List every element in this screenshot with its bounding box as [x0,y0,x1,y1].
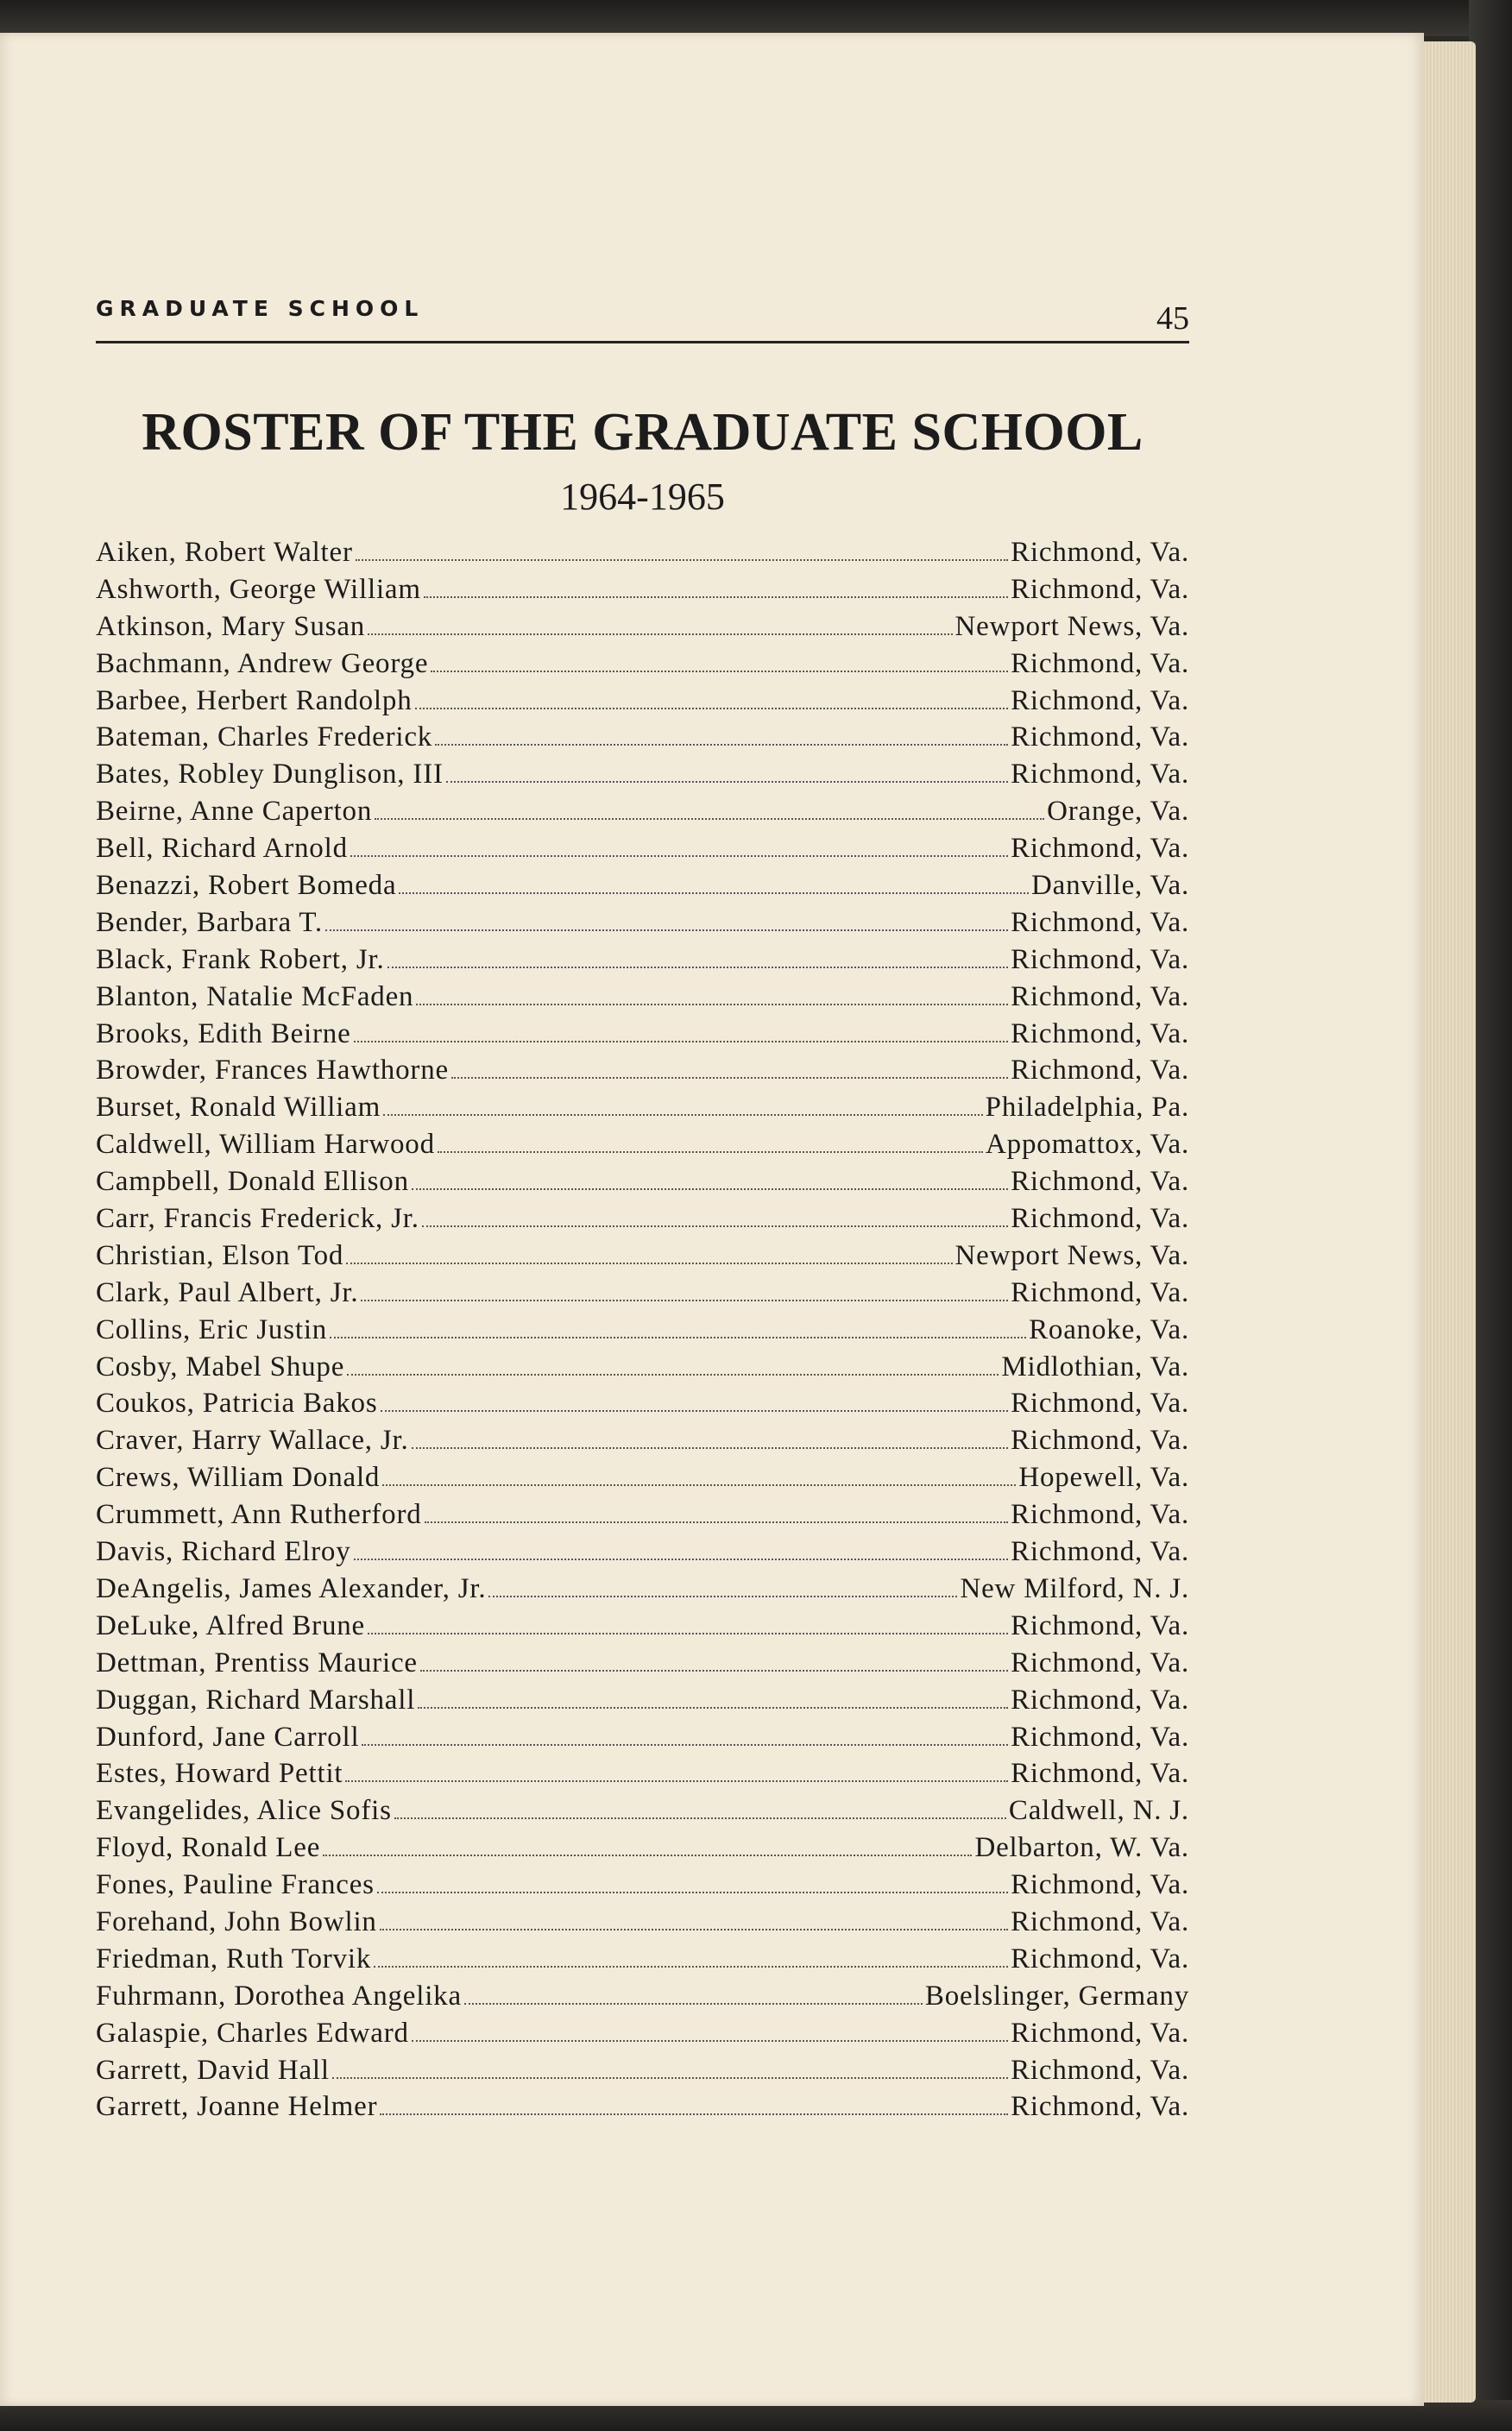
dot-leader [332,2077,1008,2079]
roster-hometown: Richmond, Va. [1011,573,1189,605]
dot-leader [420,1670,1008,1672]
roster-name: Evangelides, Alice Sofis [96,1795,392,1827]
roster-name: Christian, Elson Tod [96,1239,344,1271]
roster-name: Estes, Howard Pettit [96,1758,343,1790]
roster-entry [96,685,1189,722]
roster-hometown: Richmond, Va. [1011,1609,1189,1641]
roster-hometown: Richmond, Va. [1011,943,1189,975]
roster-name: Ashworth, George William [96,573,421,605]
dot-leader [362,1744,1008,1746]
roster-entry [96,1832,1189,1869]
roster-entry [96,2018,1189,2055]
roster-hometown: Richmond, Va. [1011,1425,1189,1457]
roster-entry [96,1906,1189,1943]
roster-hometown: Richmond, Va. [1011,2091,1189,2123]
roster-hometown: Hopewell, Va. [1018,1462,1189,1494]
dot-leader [346,1263,952,1264]
roster-name: Floyd, Ronald Lee [96,1832,321,1864]
roster-hometown: Richmond, Va. [1011,1869,1189,1901]
roster-hometown: Newport News, Va. [954,1239,1189,1271]
roster-name: Black, Frank Robert, Jr. [96,943,385,975]
dot-leader [345,1780,1008,1782]
roster-entry [96,1685,1189,1722]
roster-entry [96,1166,1189,1203]
dot-leader [422,1225,1008,1227]
roster-entry [96,1018,1189,1055]
dot-leader [374,1966,1008,1968]
roster-name: DeAngelis, James Alexander, Jr. [96,1572,487,1604]
roster-hometown: Newport News, Va. [954,610,1189,642]
roster-hometown: Richmond, Va. [1011,684,1189,716]
roster-entry [96,537,1189,574]
roster-name: Carr, Francis Frederick, Jr. [96,1203,419,1235]
roster-entry [96,1981,1189,2018]
roster-entry [96,721,1189,759]
roster-hometown: Richmond, Va. [1011,1721,1189,1753]
roster-name: Crews, William Donald [96,1462,381,1494]
roster-entry [96,648,1189,685]
roster-name: Duggan, Richard Marshall [96,1684,416,1716]
roster-entry [96,870,1189,907]
roster-hometown: Boelslinger, Germany [924,1980,1189,2012]
dot-leader [354,1559,1009,1560]
dot-leader [387,967,1009,968]
roster-hometown: Richmond, Va. [1011,2017,1189,2049]
roster-entry [96,2055,1189,2092]
roster-hometown: Richmond, Va. [1011,647,1189,679]
roster-hometown: Richmond, Va. [1011,721,1189,753]
roster-name: Burset, Ronald William [96,1092,381,1124]
backdrop-top [0,0,1512,36]
roster-year: 1964-1965 [560,475,725,518]
roster-hometown: Richmond, Va. [1011,1647,1189,1678]
roster-hometown: Delbarton, W. Va. [974,1832,1189,1864]
roster-name: Clark, Paul Albert, Jr. [96,1276,359,1308]
dot-leader [446,781,1008,783]
dot-leader [415,708,1009,709]
roster-name: Garrett, Joanne Helmer [96,2091,378,2123]
roster-name: Friedman, Ruth Torvik [96,1943,372,1974]
roster-entry [96,1536,1189,1573]
roster-hometown: Richmond, Va. [1011,1203,1189,1235]
roster-hometown: Richmond, Va. [1011,906,1189,938]
dot-leader [451,1077,1008,1079]
roster-name: Garrett, David Hall [96,2054,330,2086]
roster-name: Benazzi, Robert Bomeda [96,870,397,902]
roster-hometown: Philadelphia, Pa. [985,1092,1189,1124]
dot-leader [380,1929,1008,1930]
roster-name: Brooks, Edith Beirne [96,1017,351,1049]
roster-name: Browder, Frances Hawthorne [96,1055,449,1086]
book-page [0,33,1424,2406]
roster-entry [96,574,1189,611]
roster-entry [96,1277,1189,1314]
roster-name: Campbell, Donald Ellison [96,1166,409,1198]
roster-name: Dunford, Jane Carroll [96,1721,360,1753]
roster-name: Bell, Richard Arnold [96,833,348,865]
dot-leader [399,892,1029,894]
dot-leader [323,1855,972,1856]
roster-name: Davis, Richard Elroy [96,1536,351,1568]
roster-entry [96,1092,1189,1129]
roster-hometown: Appomattox, Va. [986,1129,1189,1161]
roster-entry [96,759,1189,796]
dot-leader [438,1151,983,1153]
roster-list [96,537,1189,2128]
roster-hometown: Roanoke, Va. [1029,1313,1189,1345]
roster-name: Collins, Eric Justin [96,1313,328,1345]
roster-name: Cosby, Mabel Shupe [96,1351,345,1382]
dot-leader [380,2113,1008,2115]
roster-name: DeLuke, Alfred Brune [96,1609,365,1641]
roster-hometown: Richmond, Va. [1011,980,1189,1012]
roster-hometown: Richmond, Va. [1011,1758,1189,1790]
dot-leader [330,1337,1026,1338]
dot-leader [412,1188,1008,1190]
dot-leader [356,559,1008,561]
roster-name: Forehand, John Bowlin [96,1905,377,1937]
roster-hometown: Orange, Va. [1047,796,1189,828]
roster-entry [96,1499,1189,1536]
roster-hometown: Caldwell, N. J. [1008,1795,1189,1827]
roster-name: Coukos, Patricia Bakos [96,1388,378,1420]
dot-leader [435,744,1008,746]
roster-entry [96,1203,1189,1240]
roster-name: Barbee, Herbert Randolph [96,684,413,716]
roster-name: Fones, Pauline Frances [96,1869,375,1901]
roster-entry [96,796,1189,833]
dot-leader [382,1484,1016,1486]
dot-leader [394,1817,1006,1819]
dot-leader [361,1300,1008,1301]
page-title: ROSTER OF THE GRADUATE SCHOOL [142,403,1143,462]
roster-entry [96,1462,1189,1499]
roster-hometown: Richmond, Va. [1011,537,1189,568]
roster-hometown: Richmond, Va. [1011,1017,1189,1049]
roster-entry [96,1722,1189,1759]
dot-leader [381,1410,1009,1412]
roster-hometown: Richmond, Va. [1011,1276,1189,1308]
dot-leader [354,1041,1009,1042]
roster-entry [96,944,1189,981]
roster-entry [96,1129,1189,1166]
dot-leader [375,818,1044,820]
roster-hometown: Richmond, Va. [1011,1943,1189,1974]
roster-hometown: Midlothian, Va. [1001,1351,1189,1382]
dot-leader [368,633,952,635]
roster-entry [96,1795,1189,1832]
dot-leader [464,2003,923,2005]
roster-entry [96,907,1189,944]
roster-entry [96,1055,1189,1092]
dot-leader [350,855,1008,857]
roster-entry [96,1869,1189,1906]
roster-hometown: Richmond, Va. [1011,759,1189,790]
roster-hometown: Richmond, Va. [1011,833,1189,865]
roster-name: Bender, Barbara T. [96,906,323,938]
dot-leader [412,2040,1008,2042]
roster-name: Beirne, Anne Caperton [96,796,373,828]
running-head-title: GRADUATE SCHOOL [96,296,425,321]
roster-name: Caldwell, William Harwood [96,1129,435,1161]
dot-leader [416,1004,1008,1005]
roster-entry [96,1610,1189,1647]
roster-name: Galaspie, Charles Edward [96,2017,409,2049]
roster-name: Aiken, Robert Walter [96,537,353,568]
roster-entry [96,1943,1189,1981]
roster-hometown: Richmond, Va. [1011,1905,1189,1937]
roster-hometown: Richmond, Va. [1011,1055,1189,1086]
roster-hometown: Richmond, Va. [1011,1388,1189,1420]
roster-entry [96,1240,1189,1277]
roster-name: Craver, Harry Wallace, Jr. [96,1425,409,1457]
dot-leader [325,929,1008,931]
roster-entry [96,611,1189,648]
roster-hometown: Richmond, Va. [1011,1536,1189,1568]
dot-leader [347,1374,999,1376]
roster-hometown: New Milford, N. J. [960,1572,1189,1604]
dot-leader [368,1633,1008,1634]
roster-entry [96,1647,1189,1685]
roster-entry [96,981,1189,1018]
dot-leader [424,596,1008,598]
roster-entry [96,2091,1189,2128]
roster-entry [96,1388,1189,1425]
roster-name: Blanton, Natalie McFaden [96,980,414,1012]
roster-name: Atkinson, Mary Susan [96,610,366,642]
roster-entry [96,1573,1189,1610]
roster-name: Dettman, Prentiss Maurice [96,1647,418,1678]
roster-name: Bateman, Charles Frederick [96,721,433,753]
roster-hometown: Richmond, Va. [1011,1499,1189,1531]
roster-entry [96,1351,1189,1389]
page-number: 45 [1156,300,1189,337]
roster-entry [96,833,1189,870]
roster-entry [96,1314,1189,1351]
roster-hometown: Danville, Va. [1030,870,1189,902]
roster-name: Bates, Robley Dunglison, III [96,759,444,790]
dot-leader [431,671,1008,672]
roster-name: Fuhrmann, Dorothea Angelika [96,1980,462,2012]
dot-leader [425,1521,1009,1523]
dot-leader [412,1447,1009,1449]
roster-entry [96,1425,1189,1462]
roster-name: Crummett, Ann Rutherford [96,1499,422,1531]
roster-entry [96,1758,1189,1795]
dot-leader [383,1114,983,1116]
dot-leader [377,1892,1008,1893]
roster-hometown: Richmond, Va. [1011,1684,1189,1716]
roster-name: Bachmann, Andrew George [96,647,429,679]
dot-leader [488,1596,957,1597]
roster-hometown: Richmond, Va. [1011,1166,1189,1198]
dot-leader [418,1707,1008,1709]
running-head [96,296,1189,343]
roster-hometown: Richmond, Va. [1011,2054,1189,2086]
